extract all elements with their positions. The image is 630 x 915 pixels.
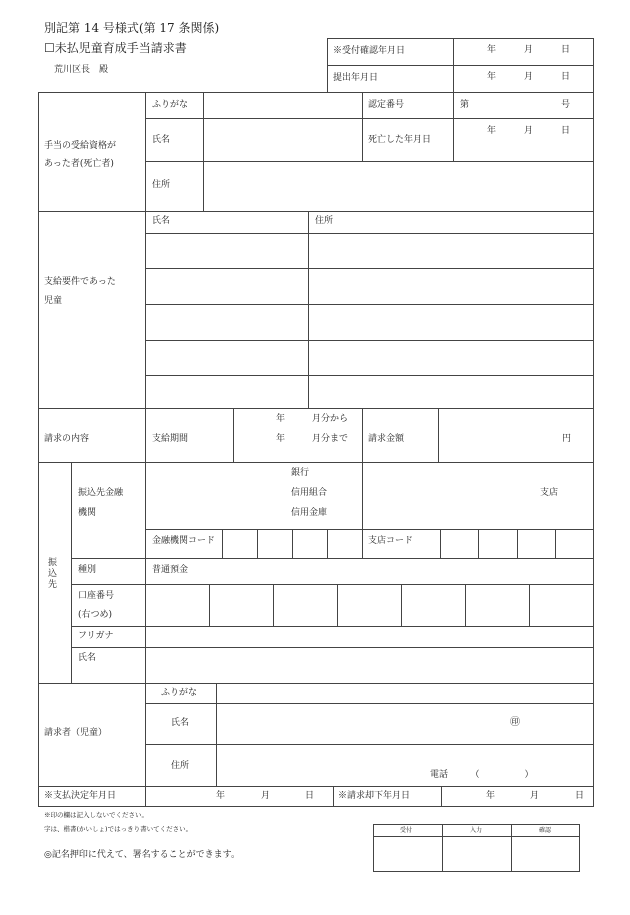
office-confirmed: 確認 xyxy=(539,827,552,834)
claimant-furigana-field[interactable] xyxy=(217,684,593,702)
certification-no-label: 認定番号 xyxy=(368,100,405,110)
seal-mark: ㊞ xyxy=(510,717,520,728)
claimant-phone-label: 電話 （ ） xyxy=(430,770,534,780)
to-year: 年 xyxy=(276,434,286,444)
deceased-label-1: 手当の受給資格が xyxy=(44,141,117,151)
certification-no-field[interactable] xyxy=(470,93,555,117)
received-date-label: ※受付確認年月日 xyxy=(333,46,406,56)
decision-date-label: ※支払決定年月日 xyxy=(44,791,117,801)
child-address-field[interactable] xyxy=(309,234,593,267)
submitted-date-label: 提出年月日 xyxy=(333,73,379,83)
child-address-field[interactable] xyxy=(309,376,593,407)
transfer-name-label: 氏名 xyxy=(78,653,97,663)
submitted-day: 日 xyxy=(561,72,571,82)
account-number-label-1: 口座番号 xyxy=(78,591,115,601)
rejection-year: 年 xyxy=(486,791,496,801)
amount-unit: 円 xyxy=(562,434,572,444)
transfer-label: 振込先 xyxy=(48,558,58,590)
child-address-field[interactable] xyxy=(309,341,593,374)
claimant-address-field[interactable] xyxy=(217,745,593,769)
children-name-header: 氏名 xyxy=(152,216,171,226)
deceased-address-field[interactable] xyxy=(204,162,593,210)
submitted-year: 年 xyxy=(487,72,497,82)
decision-year: 年 xyxy=(216,791,226,801)
child-name-field[interactable] xyxy=(146,341,307,374)
child-name-field[interactable] xyxy=(146,305,307,339)
institution-code-label: 金融機関コード xyxy=(152,536,216,546)
claimant-name-label: 氏名 xyxy=(171,718,190,728)
rejection-month: 月 xyxy=(530,791,540,801)
claim-label: 請求の内容 xyxy=(44,434,90,444)
transfer-name-field[interactable] xyxy=(146,648,593,682)
deceased-name-label: 氏名 xyxy=(152,135,171,145)
child-name-field[interactable] xyxy=(146,269,307,303)
credit-union-option: 信用組合 xyxy=(291,488,328,498)
child-address-field[interactable] xyxy=(309,305,593,339)
death-date-label: 死亡した年月日 xyxy=(368,135,432,145)
rejection-day: 日 xyxy=(575,791,585,801)
period-label: 支給期間 xyxy=(152,434,189,444)
from-year: 年 xyxy=(276,414,286,424)
claimant-furigana-label: ふりがな xyxy=(161,688,198,698)
note-3: ◎記名押印に代えて、署名することができます。 xyxy=(44,850,240,860)
institution-name-field[interactable] xyxy=(146,463,361,528)
children-label-1: 支給要件であった xyxy=(44,277,116,287)
cert-suffix: 号 xyxy=(561,100,571,110)
form-title: ☐未払児童育成手当請求書 xyxy=(44,41,187,55)
deceased-label-2: あった者(死亡者) xyxy=(44,159,114,169)
child-address-field[interactable] xyxy=(309,269,593,303)
claimant-name-field[interactable] xyxy=(217,704,593,743)
deceased-furigana-label: ふりがな xyxy=(152,100,189,110)
account-number-label-2: (右つめ) xyxy=(78,610,113,620)
shinkin-option: 信用金庫 xyxy=(291,508,328,518)
transfer-furigana-field[interactable] xyxy=(146,627,593,646)
office-received: 受付 xyxy=(400,827,413,834)
form-number: 別記第 14 号様式(第 17 条関係) xyxy=(44,21,220,35)
decision-day: 日 xyxy=(305,791,315,801)
amount-label: 請求金額 xyxy=(368,434,405,444)
account-type-label: 種別 xyxy=(78,565,97,575)
office-input: 入力 xyxy=(470,827,483,834)
death-year: 年 xyxy=(487,126,497,136)
death-day: 日 xyxy=(561,126,571,136)
claimant-address-label: 住所 xyxy=(171,761,190,771)
deceased-address-label: 住所 xyxy=(152,180,171,190)
claimant-label: 請求者（児童） xyxy=(44,728,108,738)
decision-month: 月 xyxy=(261,791,271,801)
submitted-month: 月 xyxy=(524,72,534,82)
branch-code-label: 支店コード xyxy=(368,536,414,546)
branch-label: 支店 xyxy=(540,488,559,498)
child-name-field[interactable] xyxy=(146,376,307,407)
received-month: 月 xyxy=(524,45,534,55)
addressee: 荒川区長 殿 xyxy=(54,65,109,75)
rejection-date-label: ※請求却下年月日 xyxy=(338,791,411,801)
cert-prefix: 第 xyxy=(460,100,470,110)
children-label-2: 児童 xyxy=(44,296,63,306)
note-1: ※印の欄は記入しないでください。 xyxy=(44,811,148,819)
bank-option: 銀行 xyxy=(291,468,310,478)
child-name-field[interactable] xyxy=(146,234,307,267)
deceased-furigana-field[interactable] xyxy=(204,93,361,117)
institution-label-2: 機関 xyxy=(78,508,97,518)
death-month: 月 xyxy=(524,126,534,136)
institution-label-1: 振込先金融 xyxy=(78,488,124,498)
branch-name-field[interactable] xyxy=(364,463,534,528)
received-year: 年 xyxy=(487,45,497,55)
deceased-name-field[interactable] xyxy=(204,119,361,160)
account-type-value: 普通預金 xyxy=(152,565,189,575)
transfer-furigana-label: フリガナ xyxy=(78,631,114,641)
children-address-header: 住所 xyxy=(315,216,334,226)
to-month: 月分まで xyxy=(312,434,349,444)
received-day: 日 xyxy=(561,45,571,55)
from-month: 月分から xyxy=(312,414,349,424)
amount-field[interactable] xyxy=(440,410,558,460)
note-2: 字は、楷書(かいしょ)ではっきり書いてください。 xyxy=(44,825,193,833)
